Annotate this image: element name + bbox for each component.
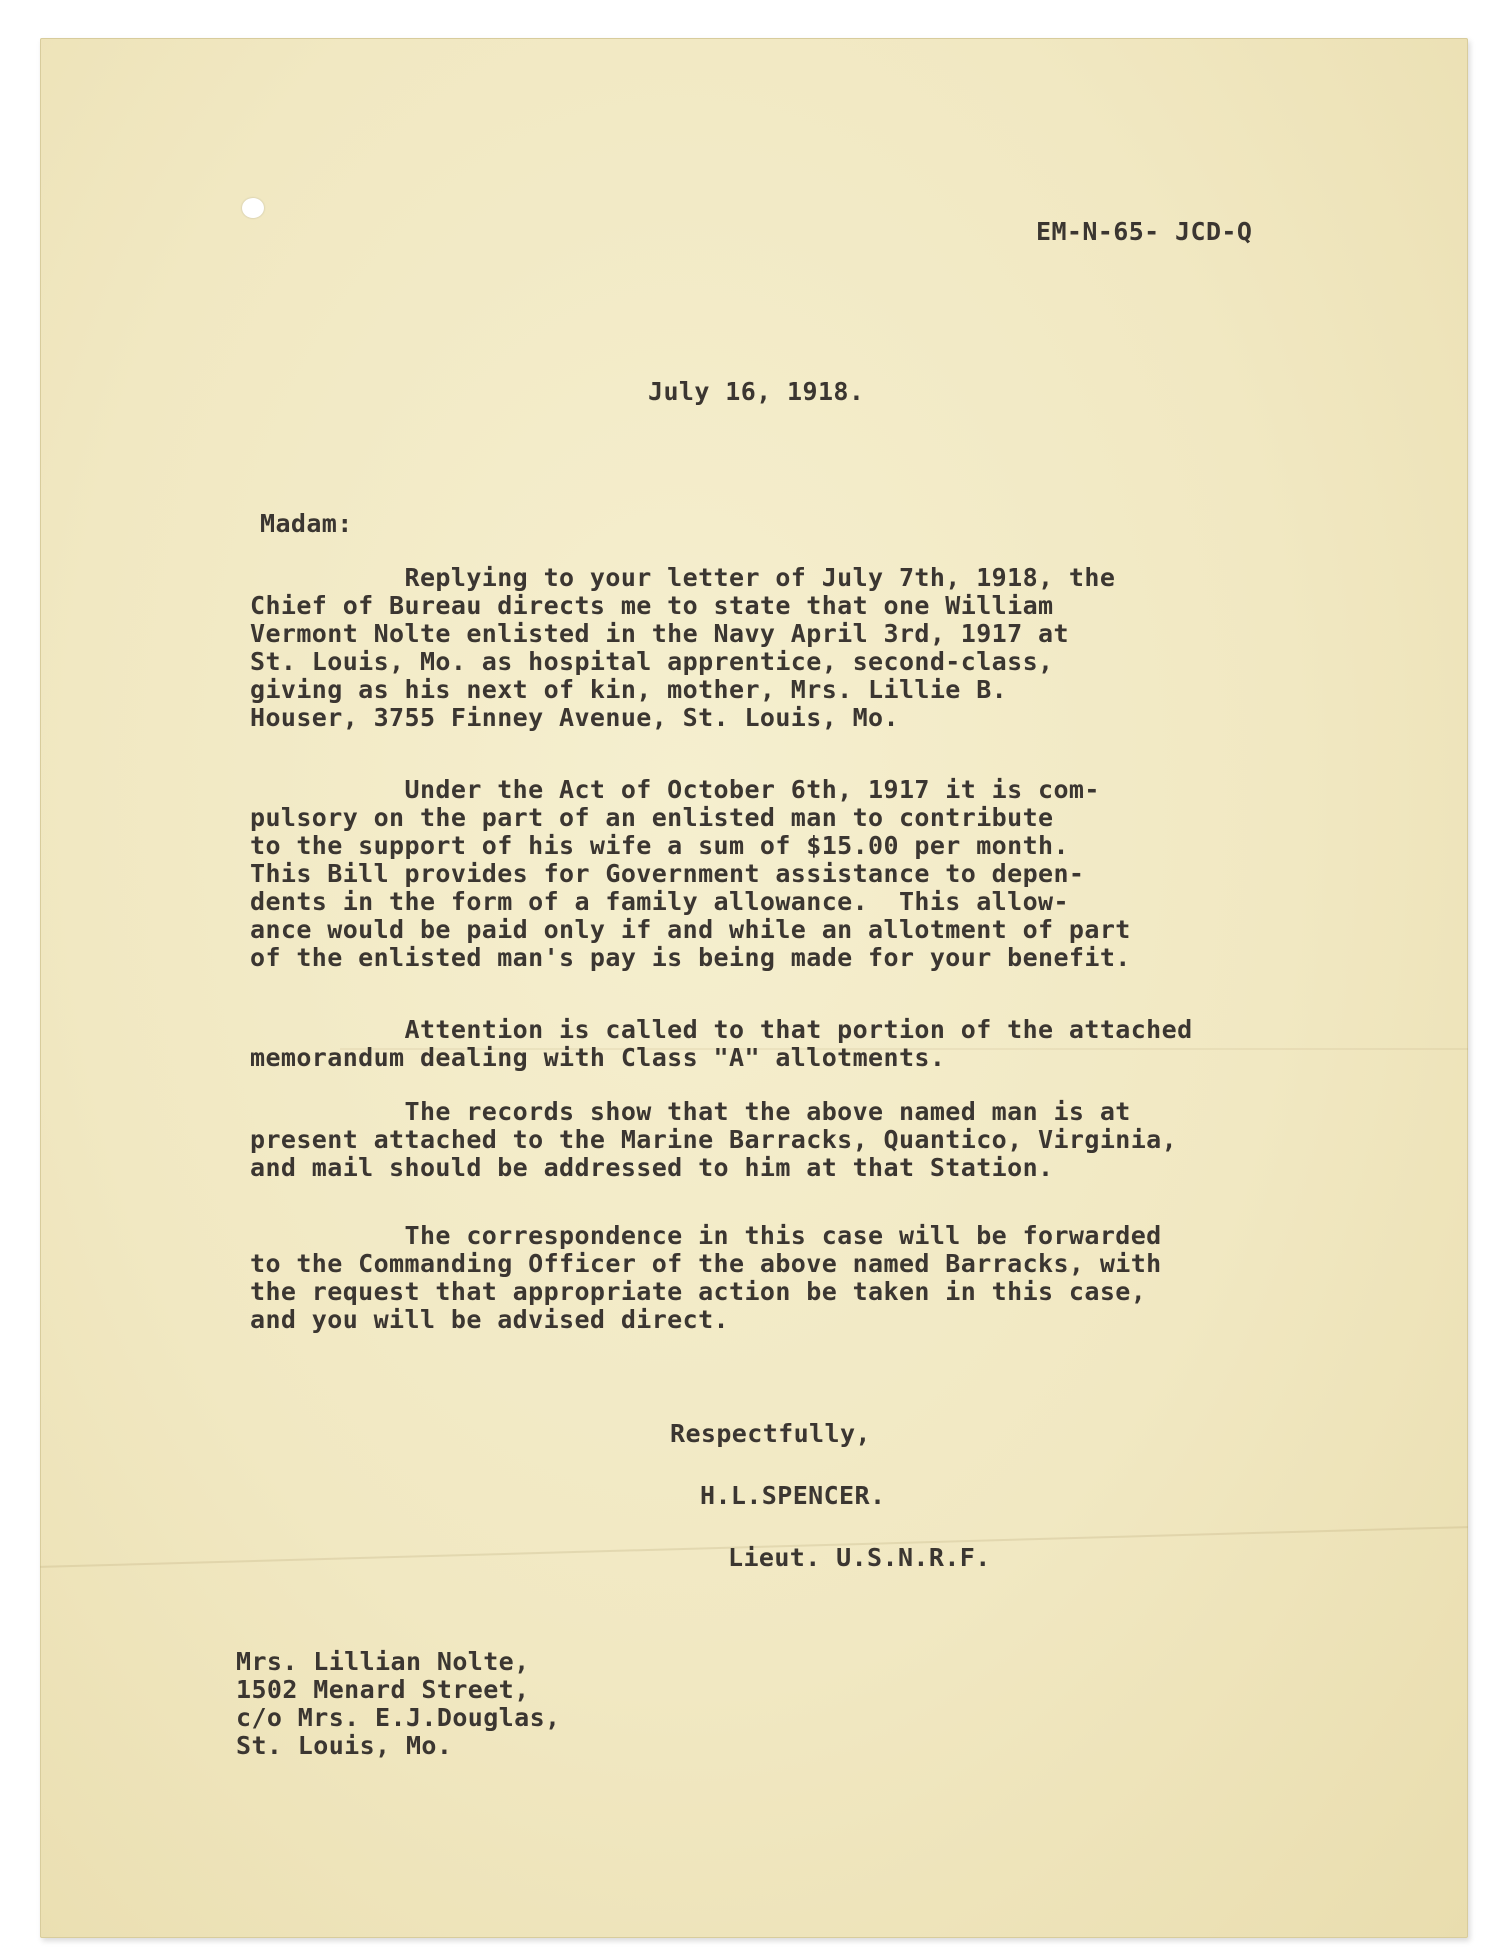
body-line: present attached to the Marine Barracks, Quantico, Virginia, xyxy=(250,1125,1178,1154)
body-line: to the support of his wife a sum of $15.00 per month. xyxy=(250,831,1069,860)
body-line: The correspondence in this case will be forwarded xyxy=(250,1221,1162,1250)
body-line: of the enlisted man's pay is being made for your benefit. xyxy=(250,943,1131,972)
body-line: dents in the form of a family allowance. This allow- xyxy=(250,887,1069,916)
body-line: Vermont Nolte enlisted in the Navy April 3rd, 1917 at xyxy=(250,619,1069,648)
body-line: St. Louis, Mo. as hospital apprentice, second-class, xyxy=(250,647,1054,676)
addressee-line: St. Louis, Mo. xyxy=(236,1731,453,1760)
addressee-line: 1502 Menard Street, xyxy=(236,1675,530,1704)
body-line: The records show that the above named man is at xyxy=(250,1097,1131,1126)
punch-hole xyxy=(242,198,264,218)
body-line: Attention is called to that portion of the attached xyxy=(250,1015,1193,1044)
reference-number: EM-N-65- JCD-Q xyxy=(1036,217,1253,246)
body-line: ance would be paid only if and while an allotment of part xyxy=(250,915,1131,944)
signer-name: H.L.SPENCER. xyxy=(700,1481,886,1510)
body-line: Under the Act of October 6th, 1917 it is com- xyxy=(250,775,1100,804)
signer-title: Lieut. U.S.N.R.F. xyxy=(728,1543,991,1572)
body-line: Chief of Bureau directs me to state that one William xyxy=(250,591,1054,620)
body-line: Houser, 3755 Finney Avenue, St. Louis, Mo. xyxy=(250,703,899,732)
closing: Respectfully, xyxy=(670,1419,871,1448)
addressee-line: Mrs. Lillian Nolte, xyxy=(236,1647,530,1676)
body-line: the request that appropriate action be taken in this case, xyxy=(250,1277,1147,1306)
body-line: Replying to your letter of July 7th, 1918, the xyxy=(250,563,1116,592)
body-line: This Bill provides for Government assistance to depen- xyxy=(250,859,1085,888)
body-line: and mail should be addressed to him at that Station. xyxy=(250,1153,1054,1182)
body-line: to the Commanding Officer of the above named Barracks, with xyxy=(250,1249,1162,1278)
body-line: giving as his next of kin, mother, Mrs. Lillie B. xyxy=(250,675,1008,704)
body-line: memorandum dealing with Class "A" allotments. xyxy=(250,1043,946,1072)
body-line: and you will be advised direct. xyxy=(250,1305,729,1334)
body-line: pulsory on the part of an enlisted man to contribute xyxy=(250,803,1054,832)
addressee-line: c/o Mrs. E.J.Douglas, xyxy=(236,1703,561,1732)
salutation: Madam: xyxy=(260,509,353,538)
letter-date: July 16, 1918. xyxy=(648,377,865,406)
